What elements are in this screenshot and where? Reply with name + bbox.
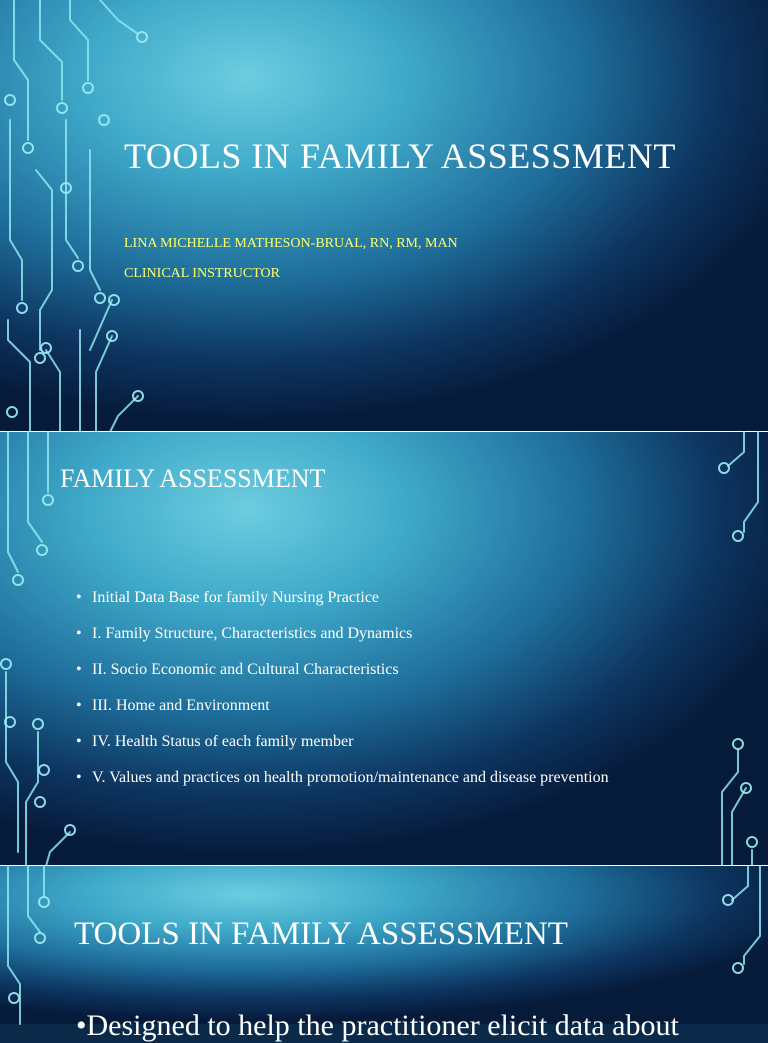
slide-2-title: FAMILY ASSESSMENT <box>60 464 326 493</box>
list-item: • II. Socio Economic and Cultural Characteristics <box>76 656 656 683</box>
presenter-name: LINA MICHELLE MATHESON-BRUAL, RN, RM, MAN <box>124 236 458 251</box>
list-item: •Designed to help the practitioner elicit data about <box>76 1009 679 1042</box>
slide-3[interactable] <box>0 866 768 1042</box>
list-item: • Initial Data Base for family Nursing Practice <box>76 584 656 611</box>
slide-2[interactable] <box>0 432 768 866</box>
list-item: • IV. Health Status of each family member <box>76 728 656 755</box>
circuit-decoration-icon <box>708 432 768 866</box>
circuit-decoration-icon <box>0 866 60 1024</box>
list-item: • V. Values and practices on health promotion/maintenance and disease prevention <box>76 764 656 791</box>
slide-1-title: TOOLS IN FAMILY ASSESSMENT <box>124 136 676 176</box>
list-item: • III. Home and Environment <box>76 692 656 719</box>
bullet-text: Designed to help the practitioner elicit data about <box>86 1009 679 1042</box>
circuit-decoration-icon <box>708 866 768 1024</box>
slide-1[interactable] <box>0 0 768 432</box>
list-item: • I. Family Structure, Characteristics and Dynamics <box>76 620 656 647</box>
bullet-list <box>76 584 656 800</box>
circuit-decoration-icon <box>0 0 160 432</box>
slide-3-title: TOOLS IN FAMILY ASSESSMENT <box>74 916 568 952</box>
presenter-role: CLINICAL INSTRUCTOR <box>124 266 280 281</box>
